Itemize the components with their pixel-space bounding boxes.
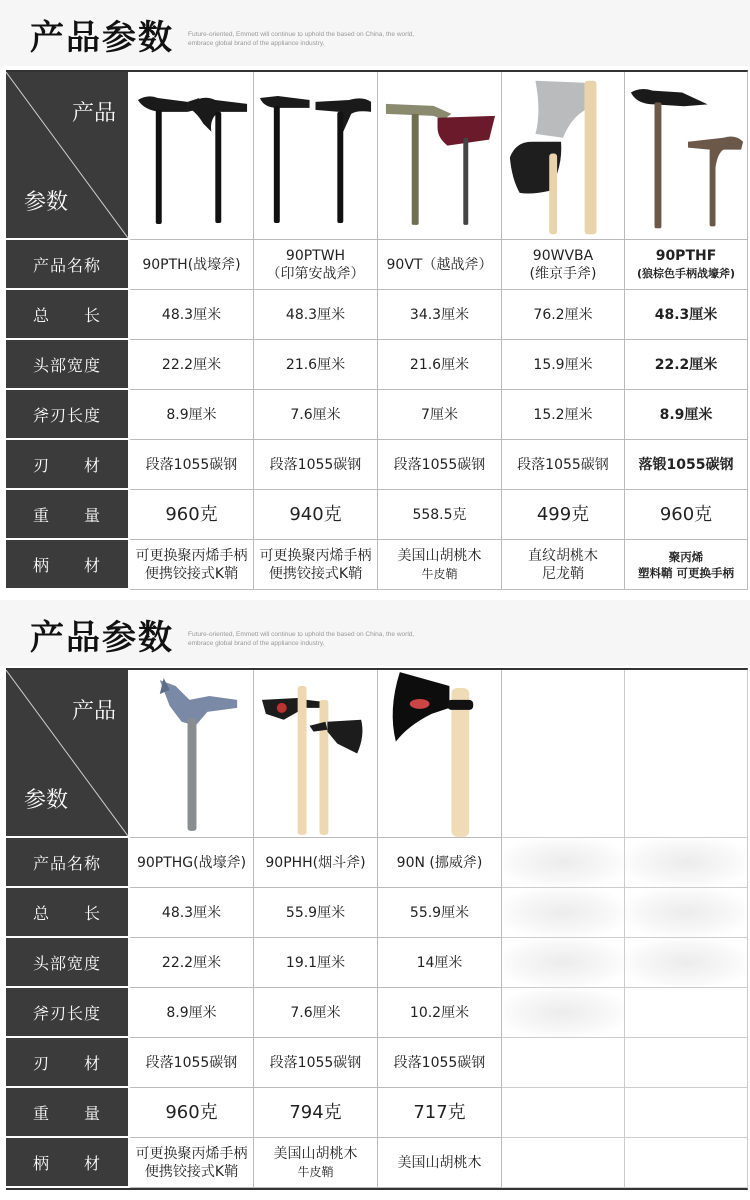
section-title: 产品参数 (30, 618, 174, 658)
tomahawk-icon (130, 670, 253, 837)
empty-cell (502, 1088, 625, 1138)
cell-handle: 美国山胡桃木 牛皮鞘 (254, 1138, 378, 1188)
cell-length: 55.9厘米 (254, 888, 378, 938)
cell-weight: 960克 (625, 490, 748, 540)
cell-name: 90N (挪威斧) (378, 838, 502, 888)
cell-name: 90PTWH （印第安战斧） (254, 240, 378, 290)
spec-table (6, 70, 748, 590)
cell-blade-material: 段落1055碳钢 (502, 440, 625, 490)
cell-name: 90PTH(战壕斧) (130, 240, 254, 290)
cell-blade-length: 7.6厘米 (254, 390, 378, 440)
row-header-length: 总 长 (6, 290, 130, 340)
section-header (0, 0, 750, 66)
product-image-90ptwh (254, 72, 378, 240)
cell-blade-length: 8.9厘米 (130, 390, 254, 440)
row-header-head-width: 头部宽度 (6, 340, 130, 390)
empty-cell (502, 670, 625, 838)
tomahawk-icon (254, 72, 377, 239)
table-corner (6, 670, 130, 838)
spec-table (6, 668, 748, 1190)
empty-cell (625, 1038, 748, 1088)
product-image-90wvba (502, 72, 625, 240)
cell-blade-length: 8.9厘米 (625, 390, 748, 440)
empty-cell (625, 888, 748, 938)
spec-section-1 (0, 0, 750, 598)
product-image-90vt (378, 72, 502, 240)
cell-head-width: 22.2厘米 (130, 938, 254, 988)
hatchet-icon (378, 72, 501, 239)
empty-cell (502, 988, 625, 1038)
cell-blade-material: 段落1055碳钢 (254, 440, 378, 490)
empty-cell (625, 670, 748, 838)
spec-section-2 (0, 600, 750, 1200)
viking-axe-icon (502, 72, 624, 239)
row-header-name: 产品名称 (6, 838, 130, 888)
empty-cell (502, 888, 625, 938)
cell-weight: 960克 (130, 490, 254, 540)
cell-length: 48.3厘米 (130, 290, 254, 340)
row-header-blade-length: 斧刃长度 (6, 988, 130, 1038)
cell-handle: 美国山胡桃木 牛皮鞘 (378, 540, 502, 590)
cell-head-width: 21.6厘米 (378, 340, 502, 390)
product-image-90n (378, 670, 502, 838)
cell-weight: 499克 (502, 490, 625, 540)
cell-head-width: 19.1厘米 (254, 938, 378, 988)
row-header-weight: 重 量 (6, 490, 130, 540)
corner-product-label: 产品 (71, 699, 116, 724)
cell-length: 48.3厘米 (625, 290, 748, 340)
row-header-handle: 柄 材 (6, 1138, 130, 1188)
pipe-hawk-icon (254, 670, 377, 837)
cell-blade-material: 段落1055碳钢 (378, 1038, 502, 1088)
cell-name: 90WVBA (维京手斧) (502, 240, 625, 290)
cell-blade-length: 10.2厘米 (378, 988, 502, 1038)
product-image-90pth (130, 72, 254, 240)
cell-handle: 可更换聚丙烯手柄 便携铰接式K鞘 (254, 540, 378, 590)
cell-weight: 558.5克 (378, 490, 502, 540)
cell-name: 90VT（越战斧） (378, 240, 502, 290)
cell-handle: 美国山胡桃木 (378, 1138, 502, 1188)
cell-blade-length: 7厘米 (378, 390, 502, 440)
row-header-length: 总 长 (6, 888, 130, 938)
row-header-weight: 重 量 (6, 1088, 130, 1138)
cell-blade-length: 15.2厘米 (502, 390, 625, 440)
section-title: 产品参数 (30, 18, 174, 58)
tomahawk-icon (130, 72, 253, 239)
cell-head-width: 15.9厘米 (502, 340, 625, 390)
cell-length: 34.3厘米 (378, 290, 502, 340)
cell-head-width: 22.2厘米 (130, 340, 254, 390)
row-header-blade-material: 刃 材 (6, 1038, 130, 1088)
cell-head-width: 21.6厘米 (254, 340, 378, 390)
tomahawk-icon (625, 72, 747, 239)
corner-product-label: 产品 (71, 101, 116, 126)
empty-cell (502, 838, 625, 888)
cell-handle: 直纹胡桃木 尼龙鞘 (502, 540, 625, 590)
cell-blade-material: 落锻1055碳钢 (625, 440, 748, 490)
empty-cell (625, 938, 748, 988)
cell-handle: 聚丙烯 塑料鞘 可更换手柄 (625, 540, 748, 590)
section-subtitle: Future-oriented, Emmett will continue to uphold the based on China, the world, embrace global brand of the appliance industry. (188, 31, 415, 47)
corner-param-label: 参数 (24, 788, 69, 813)
cell-blade-length: 7.6厘米 (254, 988, 378, 1038)
cell-blade-length: 8.9厘米 (130, 988, 254, 1038)
table-corner (6, 72, 130, 240)
empty-cell (625, 1088, 748, 1138)
cell-weight: 940克 (254, 490, 378, 540)
cell-weight: 794克 (254, 1088, 378, 1138)
row-header-head-width: 头部宽度 (6, 938, 130, 988)
cell-length: 48.3厘米 (130, 888, 254, 938)
cell-weight: 960克 (130, 1088, 254, 1138)
row-header-handle: 柄 材 (6, 540, 130, 590)
cell-weight: 717克 (378, 1088, 502, 1138)
cell-head-width: 22.2厘米 (625, 340, 748, 390)
section-subtitle: Future-oriented, Emmett will continue to uphold the based on China, the world, embrace global brand of the appliance industry. (188, 631, 415, 647)
cell-name: 90PTHF (狼棕色手柄战壕斧) (625, 240, 748, 290)
cell-blade-material: 段落1055碳钢 (130, 1038, 254, 1088)
row-header-blade-length: 斧刃长度 (6, 390, 130, 440)
cell-length: 48.3厘米 (254, 290, 378, 340)
section-header (0, 600, 750, 666)
empty-cell (625, 1138, 748, 1188)
cell-blade-material: 段落1055碳钢 (254, 1038, 378, 1088)
empty-cell (625, 838, 748, 888)
product-image-90pthg (130, 670, 254, 838)
cell-name: 90PTHG(战壕斧) (130, 838, 254, 888)
empty-cell (502, 1138, 625, 1188)
norse-axe-icon (378, 670, 501, 837)
cell-blade-material: 段落1055碳钢 (378, 440, 502, 490)
product-image-90pthf (625, 72, 748, 240)
empty-cell (502, 1038, 625, 1088)
cell-blade-material: 段落1055碳钢 (130, 440, 254, 490)
row-header-blade-material: 刃 材 (6, 440, 130, 490)
cell-name: 90PHH(烟斗斧) (254, 838, 378, 888)
empty-cell (625, 988, 748, 1038)
cell-length: 76.2厘米 (502, 290, 625, 340)
cell-handle: 可更换聚丙烯手柄 便携铰接式K鞘 (130, 540, 254, 590)
cell-length: 55.9厘米 (378, 888, 502, 938)
empty-cell (502, 938, 625, 988)
product-image-90phh (254, 670, 378, 838)
corner-param-label: 参数 (24, 190, 69, 215)
row-header-name: 产品名称 (6, 240, 130, 290)
cell-handle: 可更换聚丙烯手柄 便携铰接式K鞘 (130, 1138, 254, 1188)
cell-head-width: 14厘米 (378, 938, 502, 988)
